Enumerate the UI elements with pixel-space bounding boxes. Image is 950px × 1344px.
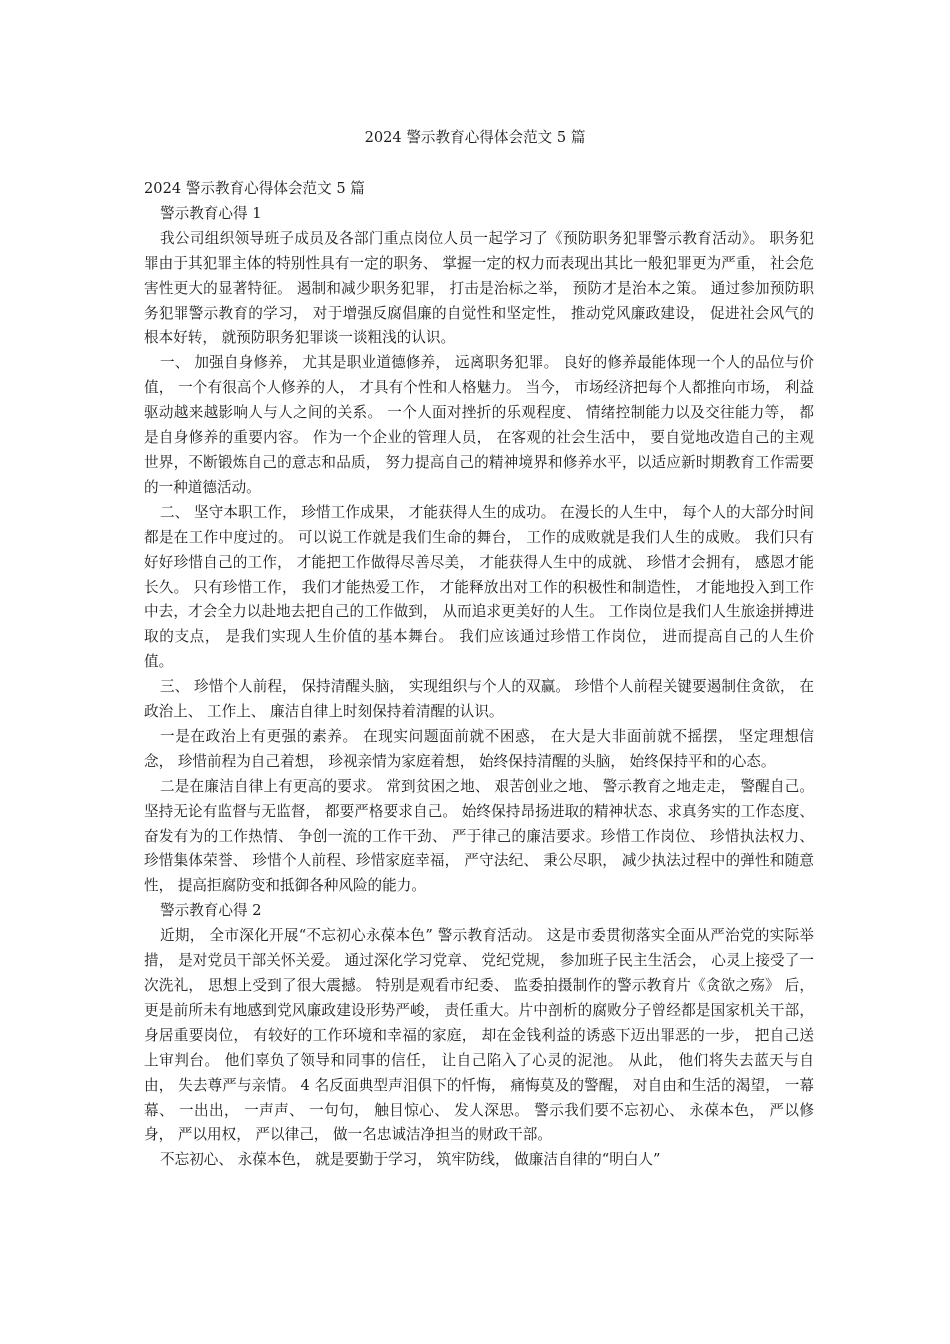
document-title: 2024 警示教育心得体会范文 5 篇 xyxy=(364,129,586,146)
body-heading: 2024 警示教育心得体会范文 5 篇 xyxy=(144,180,365,197)
paragraph: 近期， 全市深化开展“不忘初心永葆本色” 警示教育活动。 这是市委贯彻落实全面从严治党的实际举措， 是对党员干部关怀关爱。 通过深化学习党章、 党纪党规， 参加班子民主生活会， 心灵上接受了一次洗礼， 思想上受到了很大震撼。 特别是观看市纪委、 监委拍摄制作的警示教育片《贪欲之殇》 后， 更是前所未有地感到党风廉政建设形势严峻， 责任重大。片中剖析的腐败分子曾经都是国家机关干部， 身居重要岗位， 有较好的工作环境和幸福的家庭， 却在金钱利益的诱惑下迈出罪恶的一步， 把自己送上审判台。 他们辜负了领导和同事的信任， 让自己陷入了心灵的泥池。 从此， 他们将失去蓝天与自由， 失去尊严与亲情。 4 名反面典型声泪俱下的忏悔， 痛悔莫及的警醒， 对自由和生活的渴望， 一幕幕、 一出出， 一声声、 一句句， 触目惊心、 发人深思。 警示我们要不忘初心、 永葆本色， 严以修身， 严以用权， 严以律己， 做一名忠诚洁净担当的财政干部。 xyxy=(144,927,814,1144)
paragraph: 二是在廉洁自律上有更高的要求。 常到贫困之地、 艰苦创业之地、 警示教育之地走走， 警醒自己。 坚持无论有监督与无监督， 都要严格要求自己。 始终保持昂扬进取的精神状态、求真务实的工作态度、奋发有为的工作热情、 争创一流的工作干劲、 严于律己的廉洁要求。珍惜工作岗位、 珍惜执法权力、 珍惜集体荣誉、 珍惜个人前程、珍惜家庭幸福， 严守法纪、 秉公尽职， 减少执法过程中的弹性和随意性， 提高拒腐防变和抵御各种风险的能力。 xyxy=(144,777,814,895)
paragraph: 一是在政治上有更强的素养。 在现实问题面前就不困惑， 在大是大非面前就不摇摆， 坚定理想信念， 珍惜前程为自己着想， 珍视亲情为家庭着想， 始终保持清醒的头脑， 始终保持平和的心态。 xyxy=(144,727,814,770)
paragraph: 一、 加强自身修养， 尤其是职业道德修养， 远离职务犯罪。 良好的修养最能体现一个人的品位与价值， 一个有很高个人修养的人， 才具有个性和人格魅力。 当今， 市场经济把每个人都推向市场， 利益驱动越来越影响人与人之间的关系。 一个人面对挫折的乐观程度、 情绪控制能力以及交往能力等， 都是自身修养的重要内容。 作为一个企业的管理人员， 在客观的社会生活中， 要自觉地改造自己的主观世界，不断锻炼自己的意志和品质， 努力提高自己的精神境界和修养水平，以适应新时期教育工作需要的一种道德活动。 xyxy=(144,354,814,496)
document-body xyxy=(144,177,814,1173)
paragraph: 二、 坚守本职工作， 珍惜工作成果， 才能获得人生的成功。 在漫长的人生中， 每个人的大部分时间都是在工作中度过的。 可以说工作就是我们生命的舞台， 工作的成败就是我们人生的成败。 我们只有好好珍惜自己的工作， 才能把工作做得尽善尽美， 才能获得人生中的成就、 珍惜才会拥有， 感恩才能长久。 只有珍惜工作， 我们才能热爱工作， 才能释放出对工作的积极性和制造性， 才能地投入到工作中去，才会全力以赴地去把自己的工作做到， 从而追求更美好的人生。 工作岗位是我们人生旅途拼搏进取的支点， 是我们实现人生价值的基本舞台。 我们应该通过珍惜工作岗位， 进而提高自己的人生价值。 xyxy=(144,503,814,671)
section-heading-2: 警示教育心得 2 xyxy=(160,902,262,920)
paragraph: 我公司组织领导班子成员及各部门重点岗位人员一起学习了《预防职务犯罪警示教育活动》。 职务犯罪由于其犯罪主体的特别性具有一定的职务、 掌握一定的权力而表现出其比一般犯罪更为严重， 社会危害性更大的显著特征。 遏制和减少职务犯罪， 打击是治标之举， 预防才是治本之策。 通过参加预防职务犯罪警示教育的学习， 对于增强反腐倡廉的自觉性和坚定性， 推动党风廉政建设， 促进社会风气的根本好转， 就预防职务犯罪谈一谈粗浅的认识。 xyxy=(144,229,814,347)
paragraph: 不忘初心、 永葆本色， 就是要勤于学习， 筑牢防线， 做廉洁自律的“明白人” xyxy=(160,1151,661,1169)
section-heading-1: 警示教育心得 1 xyxy=(160,204,262,222)
paragraph: 三、 珍惜个人前程， 保持清醒头脑， 实现组织与个人的双赢。 珍惜个人前程关键要遏制住贪欲， 在政治上、 工作上、 廉洁自律上时刻保持着清醒的认识。 xyxy=(144,678,814,721)
